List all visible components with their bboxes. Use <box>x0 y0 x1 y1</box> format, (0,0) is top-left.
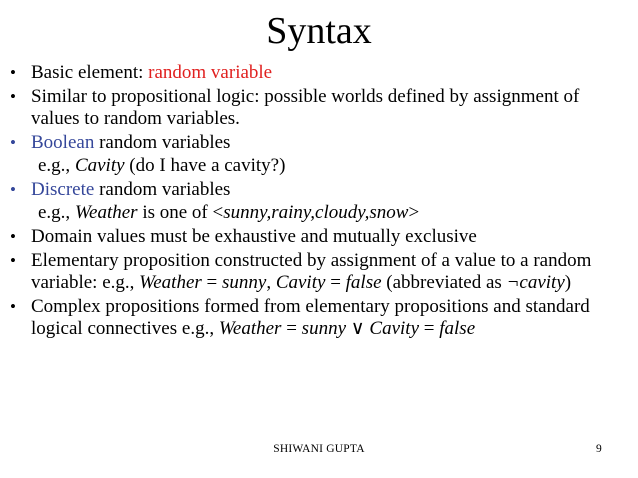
bullet-dot: • <box>10 180 16 199</box>
bullet-dot: • <box>10 297 16 316</box>
sub-example-weather: e.g., Weather is one of <sunny,rainy,cloudy,snow> <box>38 202 420 223</box>
bullet-dot: • <box>10 87 16 106</box>
bullet-basic-element: • Basic element: random variable <box>10 62 273 83</box>
footer-author: SHIWANI GUPTA <box>273 443 365 455</box>
bullet-dot: • <box>10 251 16 270</box>
bullet-dot: • <box>10 227 16 246</box>
bullet-dot: • <box>10 133 16 152</box>
bullet-discrete: • Discrete random variables <box>10 179 231 200</box>
highlight-boolean: Boolean <box>31 132 95 153</box>
bullet-dot: • <box>10 63 16 82</box>
slide-content <box>8 62 632 340</box>
slide-title: Syntax <box>266 10 372 52</box>
highlight-discrete: Discrete <box>31 179 95 200</box>
bullet-boolean: • Boolean random variables <box>10 132 231 153</box>
bullet-propositional-logic: • Similar to propositional logic: possible worlds defined by assignment of values to random variables. <box>10 86 580 129</box>
bullet-domain-values: • Domain values must be exhaustive and mutually exclusive <box>10 226 477 247</box>
sub-example-cavity: e.g., Cavity (do I have a cavity?) <box>38 155 286 176</box>
bullet-elementary-proposition: • Elementary proposition constructed by assignment of a value to a random variable: e.g., Weather = sunny, Cavity = false (abbreviated as ¬cavity) <box>10 250 592 293</box>
highlight-random-variable: random variable <box>148 62 273 83</box>
footer-page-number: 9 <box>596 443 602 455</box>
bullet-complex-propositions: • Complex propositions formed from elementary propositions and standard logical connectives e.g., Weather = sunny ∨ Cavity = false <box>10 296 590 339</box>
